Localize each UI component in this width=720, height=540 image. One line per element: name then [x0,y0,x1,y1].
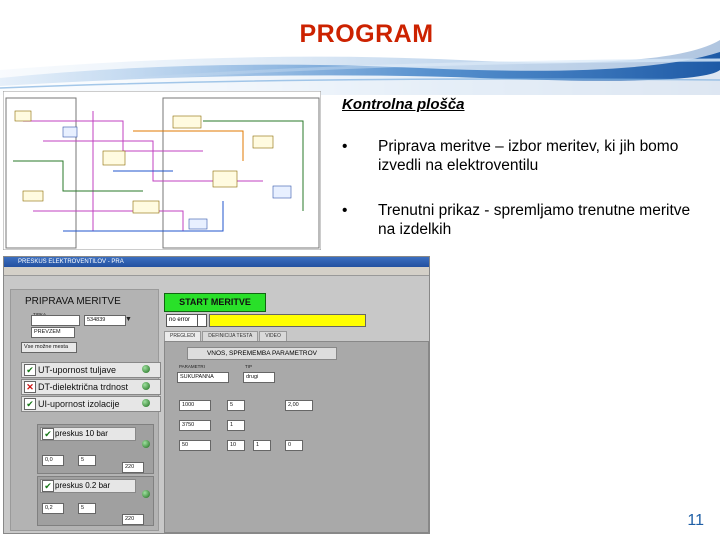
preskus-02-toggle[interactable] [40,479,136,493]
preskus-10-toggle[interactable] [40,427,136,441]
status-led-icon [142,490,150,498]
status-led-icon [142,399,150,407]
preskus-label: preskus 0.2 bar [55,481,111,490]
check-dt[interactable] [21,379,161,395]
location-dropdown[interactable]: Vse možne mesta [21,342,77,353]
tab-strip [164,331,288,341]
check-ui[interactable] [21,396,161,412]
checkbox-cross-icon[interactable]: ✕ [24,381,36,393]
checkbox-checked-icon[interactable]: ✔ [42,480,54,492]
numeric-field[interactable]: 0 [285,440,303,451]
check-ut[interactable] [21,362,161,378]
preskus-10-panel [37,424,154,474]
check-label: UT-upornost tuljave [38,365,117,375]
parametri-label: PARAMETRI [179,364,205,369]
error-indicator: no error [166,314,198,327]
tipka-value-field[interactable]: 534839 [84,315,126,326]
preskus-label: preskus 10 bar [55,429,108,438]
tipka-select[interactable] [31,315,80,326]
preskus-value-2[interactable]: 5 [78,503,96,514]
preskus-value-3[interactable]: 220 [122,514,144,525]
slide-title: PROGRAM [299,20,434,48]
tab-pregledi[interactable]: PREGLEDI [164,331,201,342]
start-meritve-button[interactable]: START MERITVE [164,293,266,312]
preskus-value-2[interactable]: 5 [78,455,96,466]
check-label: UI-upornost izolacije [38,399,120,409]
preskus-value-1[interactable]: 0,2 [42,503,64,514]
numeric-field[interactable]: 2,00 [285,400,313,411]
priprava-meritve-section [10,289,159,531]
dropdown-arrow-icon[interactable]: ▼ [125,316,132,323]
bullet-list [340,137,710,265]
numeric-field[interactable]: 1 [227,420,245,431]
numeric-field[interactable]: 10 [227,440,245,451]
parametri-field[interactable]: SUKUPANNA [177,372,229,383]
menu-bar [4,267,429,276]
status-led-icon [142,365,150,373]
page-number: 11 [687,512,704,529]
checkbox-checked-icon[interactable]: ✔ [24,364,36,376]
subtitle-kontrolna-plosca: Kontrolna plošča [342,96,465,113]
block-diagram-image [3,91,321,250]
preskus-value-3[interactable]: 220 [122,462,144,473]
parameter-tab-content [164,341,429,533]
preskus-value-1[interactable]: 0,0 [42,455,64,466]
prevzem-field[interactable]: PREVZEM [31,327,75,338]
preskus-02-panel [37,476,154,526]
check-label: DT-dielektrična trdnost [38,382,129,392]
front-panel-screenshot [3,256,430,534]
window-titlebar: PRESKUS ELEKTROVENTILOV - PRA [4,257,429,267]
status-message-bar [209,314,366,327]
numeric-field[interactable]: 3750 [179,420,211,431]
bullet-item: • Priprava meritve – izbor meritev, ki jih bomo izvedli na elektroventilu [340,137,710,175]
parameter-title: VNOS, SPREMEMBA PARAMETROV [187,347,337,360]
tip-field[interactable]: drugi [243,372,275,383]
checkbox-checked-icon[interactable]: ✔ [42,428,54,440]
tip-label: TIP [245,364,253,369]
error-code-box [197,314,207,327]
tab-video[interactable]: VIDEO [259,331,287,342]
numeric-field[interactable]: 1 [253,440,271,451]
status-led-icon [142,440,150,448]
tab-definicija-testa[interactable]: DEFINICIJA TESTA [202,331,258,342]
checkbox-checked-icon[interactable]: ✔ [24,398,36,410]
numeric-field[interactable]: 1000 [179,400,211,411]
numeric-field[interactable]: 5 [227,400,245,411]
section-title: PRIPRAVA MERITVE [25,296,121,307]
numeric-field[interactable]: 50 [179,440,211,451]
status-led-icon [142,382,150,390]
bullet-item: • Trenutni prikaz - spremljamo trenutne meritve na izdelkih [340,201,710,239]
